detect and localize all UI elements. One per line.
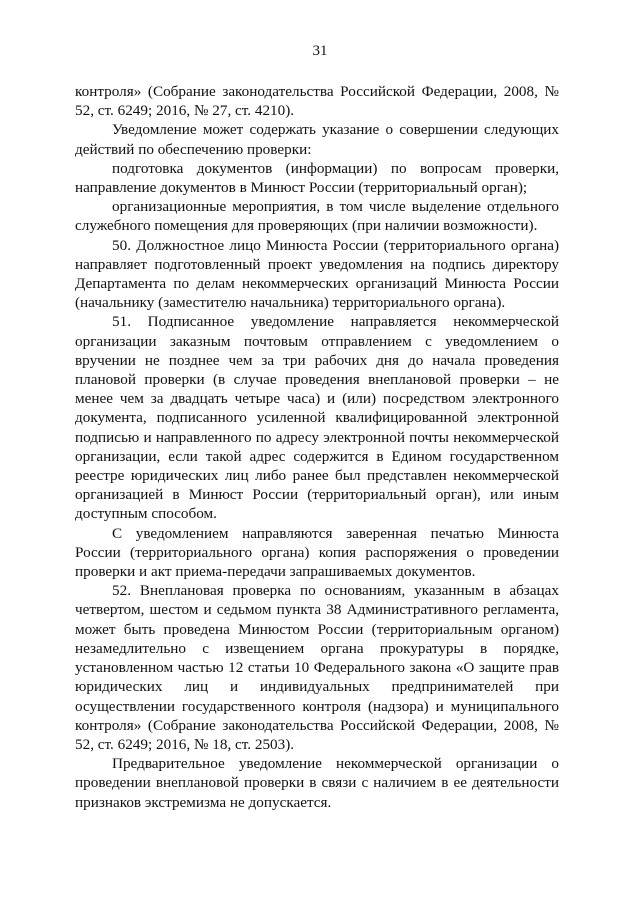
document-body: [75, 82, 559, 812]
paragraph-attachments: С уведомлением направляются заверенная печатью Минюста России (территориального органа) копия распоряжения о проведении проверки и акт приема-передачи запрашиваемых документов.: [75, 524, 559, 581]
paragraph-document-preparation: подготовка документов (информации) по вопросам проверки, направление документов в Минюст России (территориальный орган);: [75, 159, 559, 197]
paragraph-continuation: контроля» (Собрание законодательства Российской Федерации, 2008, № 52, ст. 6249; 2016, № 27, ст. 4210).: [75, 83, 559, 120]
paragraph-notification-actions: Уведомление может содержать указание о совершении следующих действий по обеспечению проверки:: [75, 121, 559, 158]
paragraph-item-51: 51. Подписанное уведомление направляется некоммерческой организации заказным почтовым отправлением с уведомлением о вручении не позднее чем за три рабочих дня до начала проведения плановой проверки (в случае проведения внеплановой проверки – не менее чем за двадцать четыре часа) и (или) посредством электронного документа, подписанного усиленной квалифицированной электронной подписью и направленного по адресу электронной почты некоммерческой организации, если такой адрес содержится в Едином государственном реестре юридических лиц либо ранее был представлен некоммерческой организацией в Минюст России (территориальный орган), или иным доступным способом.: [75, 313, 559, 523]
paragraph-organizational-measures: организационные мероприятия, в том числе выделение отдельного служебного помещения для проверяющих (при наличии возможности).: [75, 198, 559, 235]
paragraph-prior-notice: Предварительное уведомление некоммерческой организации о проведении внеплановой проверки в связи с наличием в ее деятельности признаков экстремизма не допускается.: [75, 755, 559, 811]
page-number: 31: [312, 43, 328, 59]
paragraph-item-52: 52. Внеплановая проверка по основаниям, указанным в абзацах четвертом, шестом и седьмом пункта 38 Административного регламента, может быть проведена Минюстом России (территориальным органом) незамедлительно с извещением органа прокуратуры в порядке, установленном частью 12 статьи 10 Федерального закона «О защите прав юридических лиц и индивидуальных предпринимателей при осуществлении государственного контроля (надзора) и муниципального контроля» (Собрание законодательства Российской Федерации, 2008, № 52, ст. 6249; 2016, № 18, ст. 2503).: [75, 582, 559, 753]
paragraph-item-50: 50. Должностное лицо Минюста России (территориального органа) направляет подготовленный проект уведомления на подпись директору Департамента по делам некоммерческих организаций Минюста России (начальнику (заместителю начальника) территориального органа).: [75, 236, 559, 312]
